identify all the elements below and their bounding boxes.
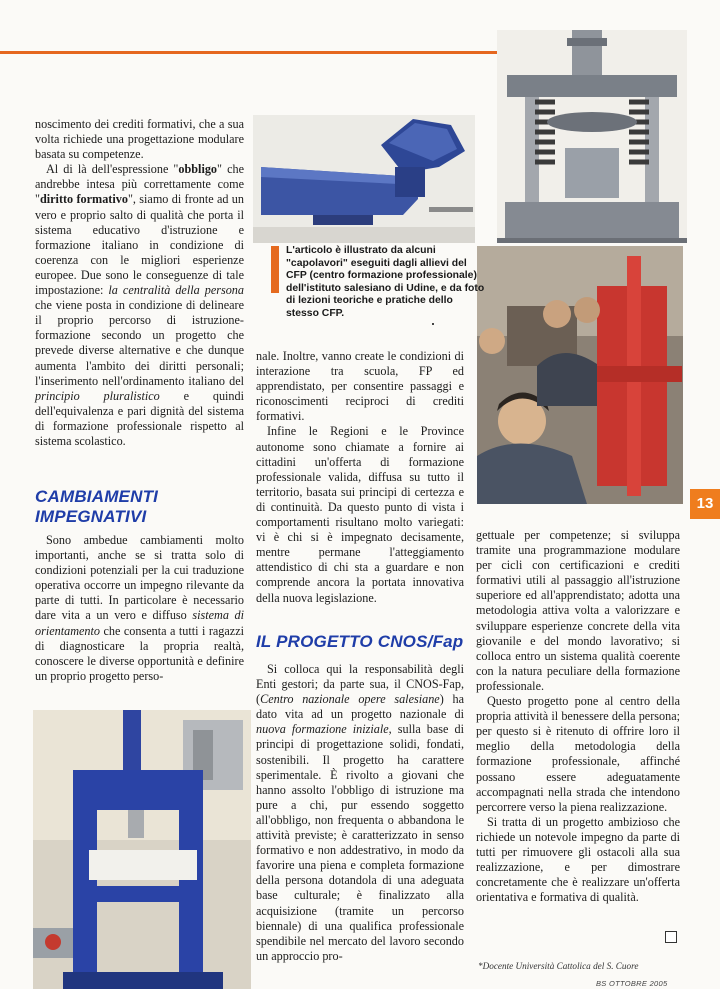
paragraph: Sono ambedue cambiamenti molto importanti, anche se si tratta solo di condizioni potenziali per la cui traduzione operativa occorre un impegno rilevante da parte di tutti. In particolare è necessario dare vita a un vero e diffuso sistema di orientamento che consenta a tutti i ragazzi di diagnosticare la propria realtà, conoscere le diverse opportunità e definire un proprio progetto perso- — [35, 533, 244, 683]
press-photo — [497, 30, 687, 243]
paragraph: noscimento dei crediti formativi, che a sua volta richiede una progettazione modulare basata su competenze. — [35, 117, 244, 162]
paragraph: nale. Inoltre, vanno create le condizioni di interazione tra scuola, FP ed apprendistato, per consentire passaggi e riconoscimenti reciproci di crediti formativi. — [256, 349, 464, 424]
section-heading: IL PROGETTO CNOS/Fap — [256, 632, 464, 651]
caption-accent-bar — [271, 246, 279, 293]
workshop-students-photo — [477, 246, 683, 504]
hydraulic-press-photo — [33, 710, 251, 989]
paragraph: Infine le Regioni e le Province autonome sono chiamate a fornire ai cittadini un'offerta di formazione professionale valida, diffusa su tutto il territorio, basata sui principi di certezza e di continuità. Da questo punto di vista i comportamenti risultano molto variegati: vi è chi si è impegnato decisamente, mentre permane l'atteggiamento attendistico di chi sta a guardare e non comprende ancora la portata innovativa della nuova legislazione. — [256, 424, 464, 605]
column-3 — [476, 528, 680, 905]
end-of-article-mark — [665, 931, 677, 943]
column-1 — [35, 117, 244, 449]
column-2 — [256, 349, 464, 606]
page-folio: BS OTTOBRE 2005 — [596, 979, 668, 988]
section-heading: CAMBIAMENTI IMPEGNATIVI — [35, 487, 159, 526]
column-2-continued — [256, 662, 464, 964]
paragraph: Questo progetto pone al centro della propria attività il benessere della persona; per questo si è ritenuto di offrire loro il meglio della metodologia della formazione professionale, affinché possano essere adeguatamente accompagnati nella strada che intendono percorrere verso la piena realizzazione. — [476, 694, 680, 814]
page-number-tab: 13 — [690, 489, 720, 519]
photo-caption: L'articolo è illustrato da alcuni "capolavori" eseguiti dagli allievi del CFP (centro formazione professionale) dell'istituto salesiano di Udine, e da foto di lezioni teoriche e pratiche dello stesso CFP. — [286, 245, 485, 319]
decorative-dot — [432, 323, 434, 325]
paragraph: Si tratta di un progetto ambizioso che richiede un notevole impegno da parte di tutti per rimuovere gli ostacoli alla sua realizzazione, e per dimostrare concretamente che è realizzare un'offerta orientativa e formativa di qualità. — [476, 814, 680, 905]
column-1-continued — [35, 533, 244, 684]
paragraph: gettuale per competenze; si sviluppa tramite una programmazione modulare per cicli con certificazioni e crediti formativi utili al passaggio all'istruzione superiore ed all'apprendistato; adotta una metodologia attiva volta a valorizzare e sviluppare esperienze concrete della vita giovanile e del mondo lavorativo; si colloca entro un sistema qualità coerente con la natura peculiare della formazione professionale. — [476, 528, 680, 693]
vise-photo — [253, 115, 475, 243]
paragraph: Si colloca qui la responsabilità degli Enti gestori; da parte sua, il CNOS-Fap, (Centro nazionale opere salesiane) ha dato vita ad un progetto nazionale di nuova formazione iniziale, sulla base di principi di progettazione solidi, fondati, sostenibili. Il progetto ha carattere sperimentale. È rivolto a giovani che hanno assolto l'obbligo di istruzione ma pure a chi, pur essendo soggetto all'obbligo, non frequenta o abbandona le attività previste; è caratterizzato in senso formativo e non addestrativo, in modo da favorire una piena e completa formazione della persona dotandola di una adeguata base culturale; è finalizzato alla acquisizione (tramite un percorso biennale) di una qualifica professionale spendibile nel mercato del lavoro secondo un approccio pro- — [256, 662, 465, 963]
author-footnote: *Docente Università Cattolica del S. Cuore — [478, 961, 639, 971]
paragraph: Al di là dell'espressione "obbligo" che andrebbe intesa più correttamente come "diritto formativo", siamo di fronte ad un vero e proprio salto di qualità che porta il sistema educativo d'istruzione e formazione italiano in condizione di coerenza con le migliori esperienze europee. Due sono le conseguenze di tale impostazione: la centralità della persona che viene posta in condizione di delineare il proprio percorso di istruzione-formazione secondo un progetto che prevede diverse alternative e che dunque aumenta l'ambito dei diritti personali; l'inserimento nell'ordinamento italiano del principio pluralistico e quindi dell'equivalenza e pari dignità del sistema di formazione professionale rispetto al sistema scolastico. — [35, 162, 245, 448]
